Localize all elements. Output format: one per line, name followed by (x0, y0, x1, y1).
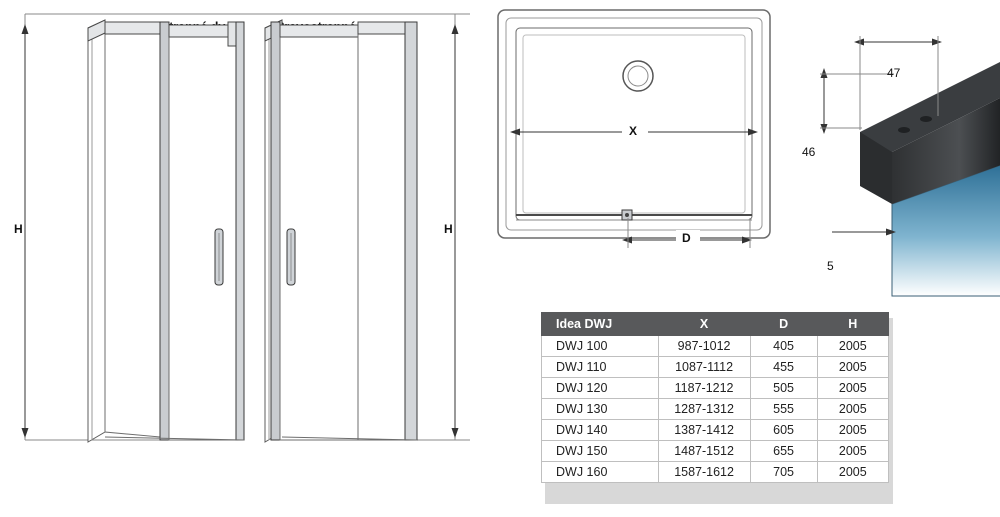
table-row (542, 441, 889, 462)
table-row (542, 420, 889, 441)
cell-model: DWJ 150 (542, 441, 659, 462)
cell-model: DWJ 160 (542, 462, 659, 483)
dimensions-table (541, 312, 889, 483)
dimensions-table-wrap (541, 312, 889, 483)
profile-detail-panel (786, 4, 1000, 294)
cell-d: 605 (750, 420, 817, 441)
dimension-5-label: 5 (827, 259, 834, 273)
cell-d: 705 (750, 462, 817, 483)
table-header-x: X (658, 313, 750, 336)
top-view-drawing (492, 4, 776, 288)
cell-d: 455 (750, 357, 817, 378)
dimension-d-label: D (682, 231, 691, 245)
cell-d: 505 (750, 378, 817, 399)
table-header-h: H (817, 313, 888, 336)
cell-h: 2005 (817, 378, 888, 399)
cell-h: 2005 (817, 420, 888, 441)
dimension-height-left: H (14, 222, 23, 236)
cell-x: 1287-1312 (658, 399, 750, 420)
cell-model: DWJ 100 (542, 336, 659, 357)
dimension-height-right: H (444, 222, 453, 236)
cell-model: DWJ 130 (542, 399, 659, 420)
elevation-views-panel (0, 0, 480, 517)
table-row (542, 399, 889, 420)
cell-d: 555 (750, 399, 817, 420)
top-view-panel (492, 4, 772, 284)
cell-x: 1187-1212 (658, 378, 750, 399)
table-body (542, 336, 889, 483)
dimension-47-label: 47 (887, 66, 901, 80)
cell-d: 405 (750, 336, 817, 357)
dimension-46-label: 46 (802, 145, 816, 159)
elevation-drawing (0, 0, 480, 517)
cell-d: 655 (750, 441, 817, 462)
table-row (542, 357, 889, 378)
cell-h: 2005 (817, 336, 888, 357)
dimension-x-label: X (629, 124, 638, 138)
cell-h: 2005 (817, 357, 888, 378)
cell-h: 2005 (817, 441, 888, 462)
cell-h: 2005 (817, 399, 888, 420)
table-header-model: Idea DWJ (542, 313, 659, 336)
cell-h: 2005 (817, 462, 888, 483)
cell-x: 1587-1612 (658, 462, 750, 483)
cell-model: DWJ 110 (542, 357, 659, 378)
cell-x: 1087-1112 (658, 357, 750, 378)
cell-model: DWJ 120 (542, 378, 659, 399)
cell-x: 1387-1412 (658, 420, 750, 441)
table-row (542, 378, 889, 399)
profile-detail-drawing (786, 4, 1000, 298)
cell-x: 1487-1512 (658, 441, 750, 462)
table-header-d: D (750, 313, 817, 336)
table-row (542, 462, 889, 483)
table-row (542, 336, 889, 357)
cell-x: 987-1012 (658, 336, 750, 357)
table-header-row (542, 313, 889, 336)
cell-model: DWJ 140 (542, 420, 659, 441)
